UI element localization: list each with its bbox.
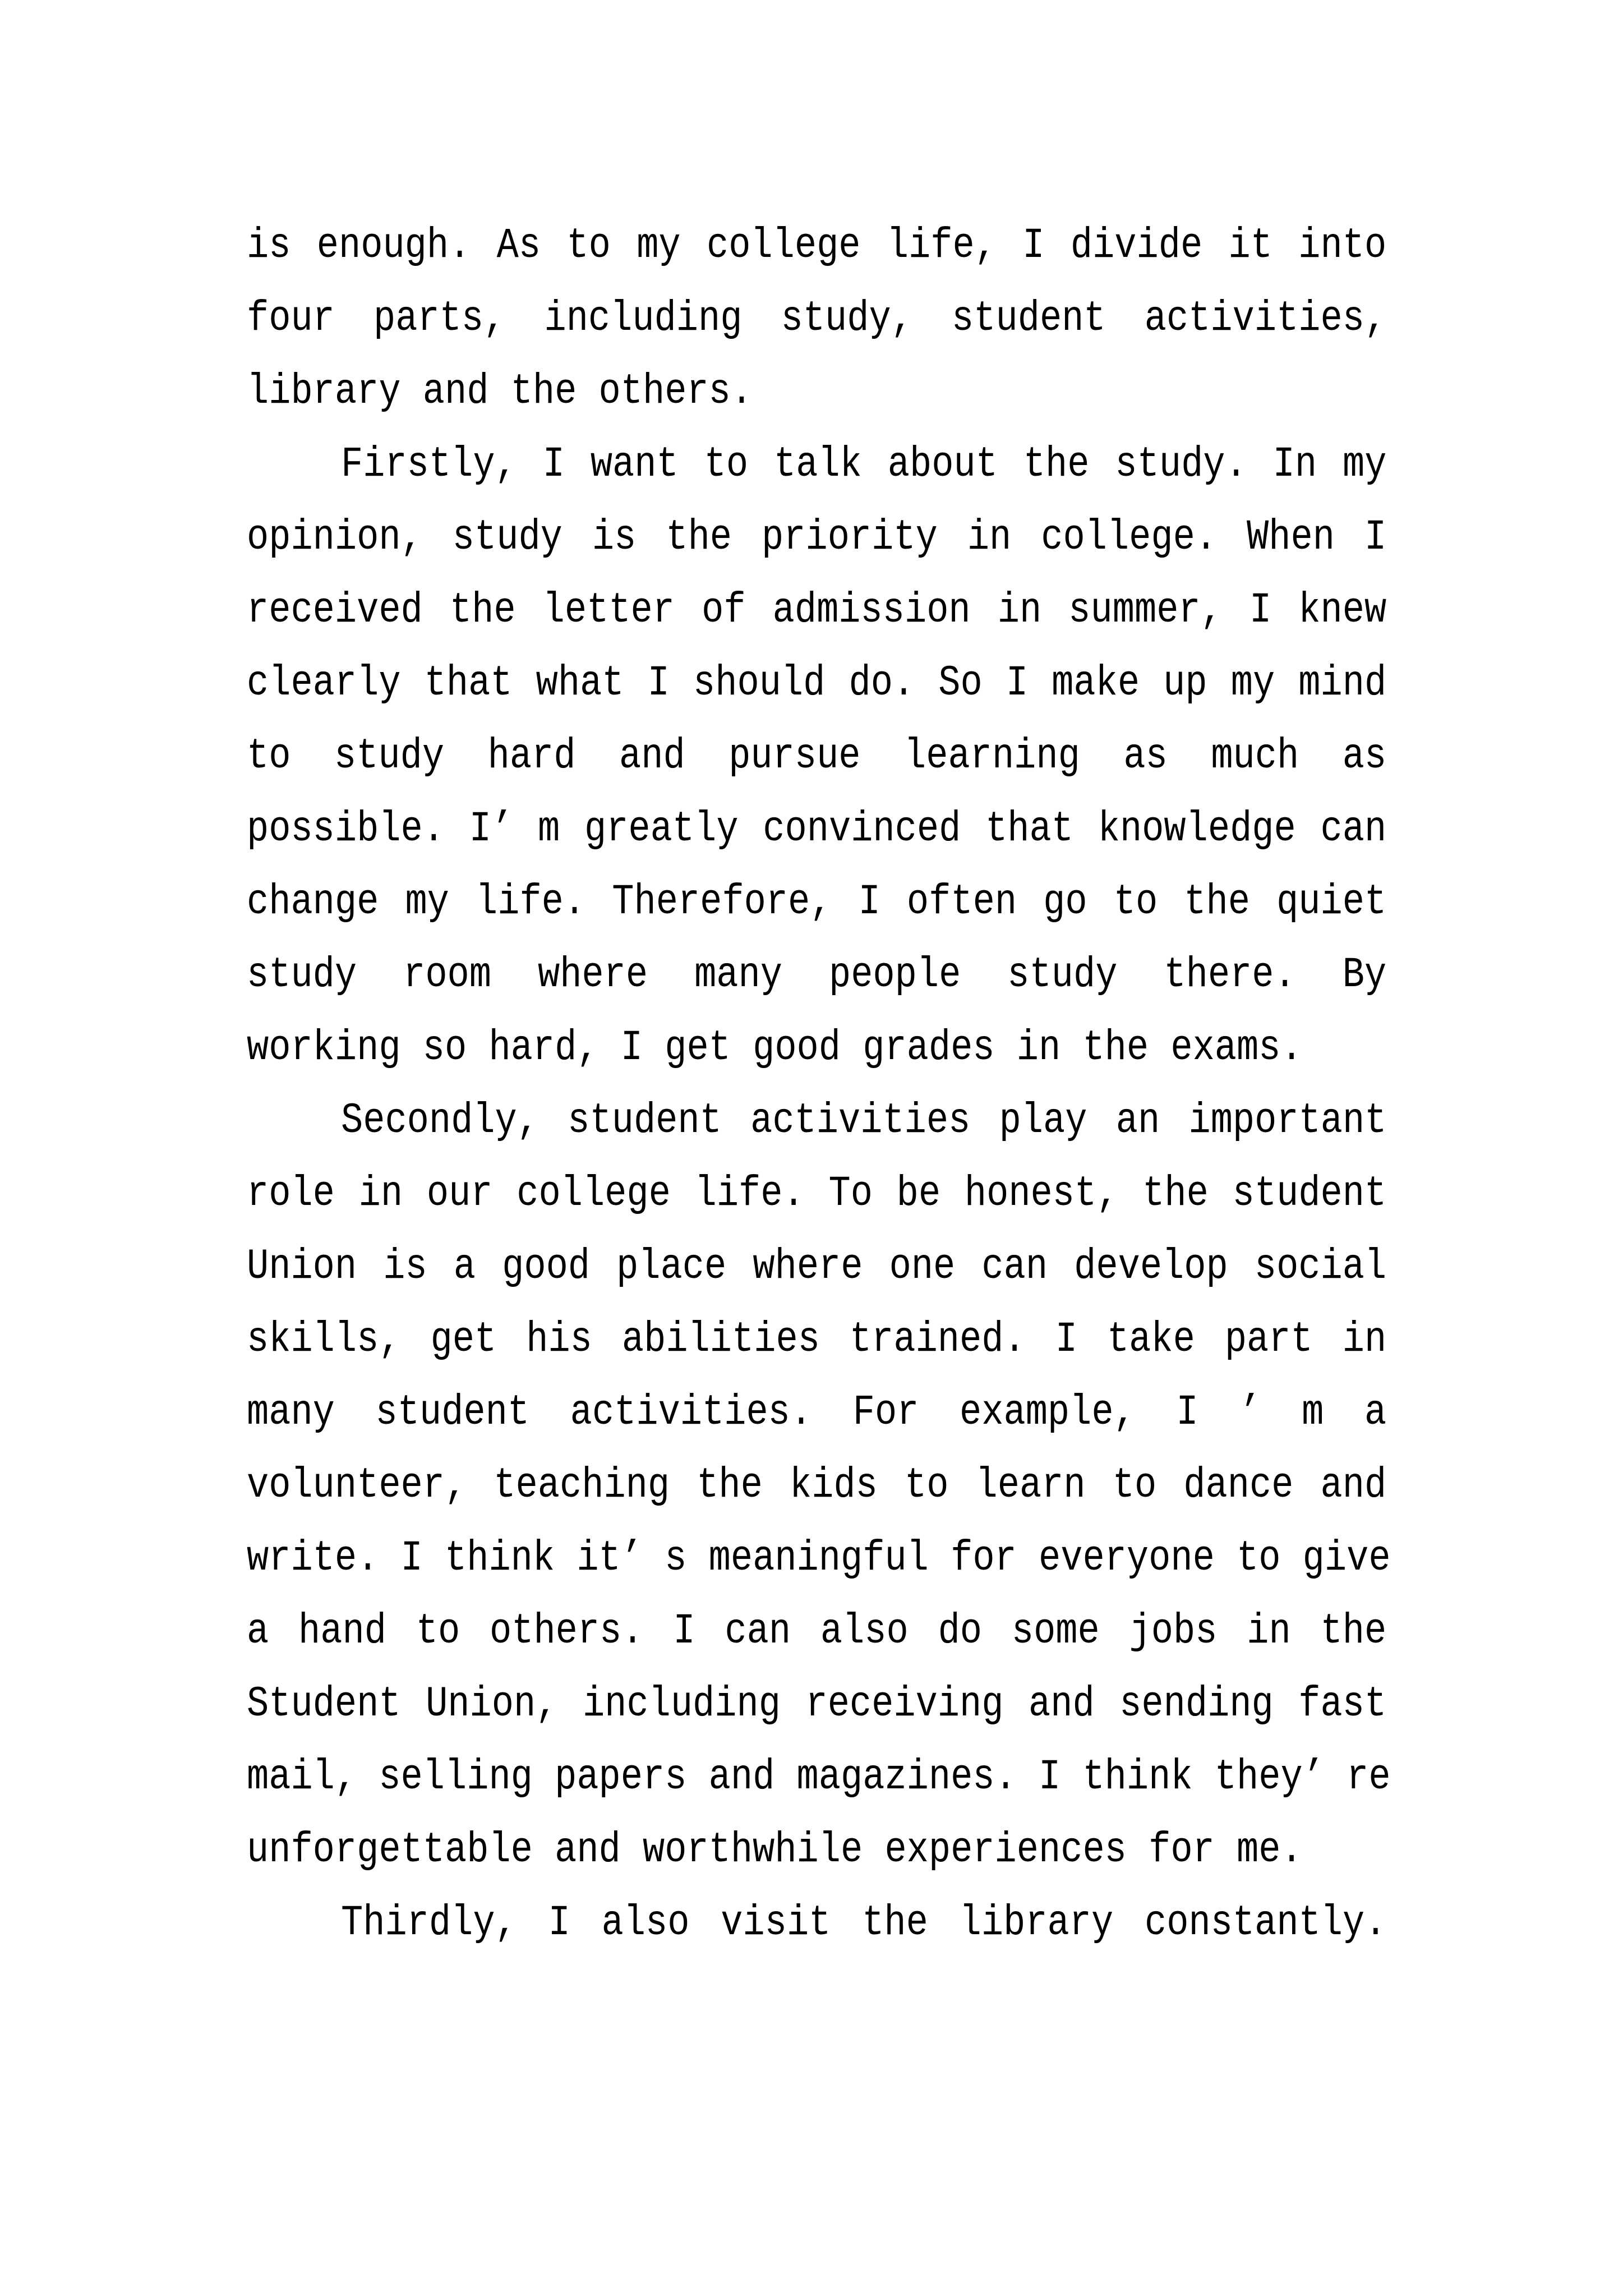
paragraph-first-line: Thirdly, I also visit the library constantly.: [341, 1899, 1387, 1947]
text-line: role in our college life. To be honest, the student: [247, 1170, 1387, 1218]
text-line: Union is a good place where one can develop social: [247, 1243, 1387, 1291]
text-line: to study hard and pursue learning as much as: [247, 732, 1387, 780]
text-line: write. I think it’ s meaningful for everyone to give: [247, 1534, 1391, 1582]
text-line: clearly that what I should do. So I make up my mind: [247, 659, 1387, 707]
paragraph-first-line: Secondly, student activities play an important: [341, 1097, 1387, 1145]
text-line: study room where many people study there. By: [247, 951, 1387, 999]
text-line: possible. I’ m greatly convinced that knowledge can: [247, 805, 1387, 853]
text-line: Student Union, including receiving and sending fast: [247, 1680, 1387, 1728]
text-line: is enough. As to my college life, I divide it into: [247, 222, 1387, 270]
text-line: skills, get his abilities trained. I take part in: [247, 1315, 1387, 1364]
text-line: volunteer, teaching the kids to learn to dance and: [247, 1461, 1387, 1510]
text-line: working so hard, I get good grades in the exams.: [247, 1024, 1303, 1072]
text-line: a hand to others. I can also do some jobs in the: [247, 1607, 1387, 1655]
text-line: opinion, study is the priority in college. When I: [247, 513, 1387, 562]
text-line: unforgettable and worthwhile experiences for me.: [247, 1826, 1303, 1874]
text-line: received the letter of admission in summer, I knew: [247, 586, 1387, 634]
text-line: many student activities. For example, I ’ m a: [247, 1388, 1387, 1437]
paragraph-first-line: Firstly, I want to talk about the study. In my: [341, 440, 1387, 489]
text-line: change my life. Therefore, I often go to the quiet: [247, 878, 1387, 926]
text-line: library and the others.: [247, 367, 753, 416]
text-line: mail, selling papers and magazines. I think they’ re: [247, 1753, 1391, 1801]
text-line: four parts, including study, student activities,: [247, 295, 1387, 343]
